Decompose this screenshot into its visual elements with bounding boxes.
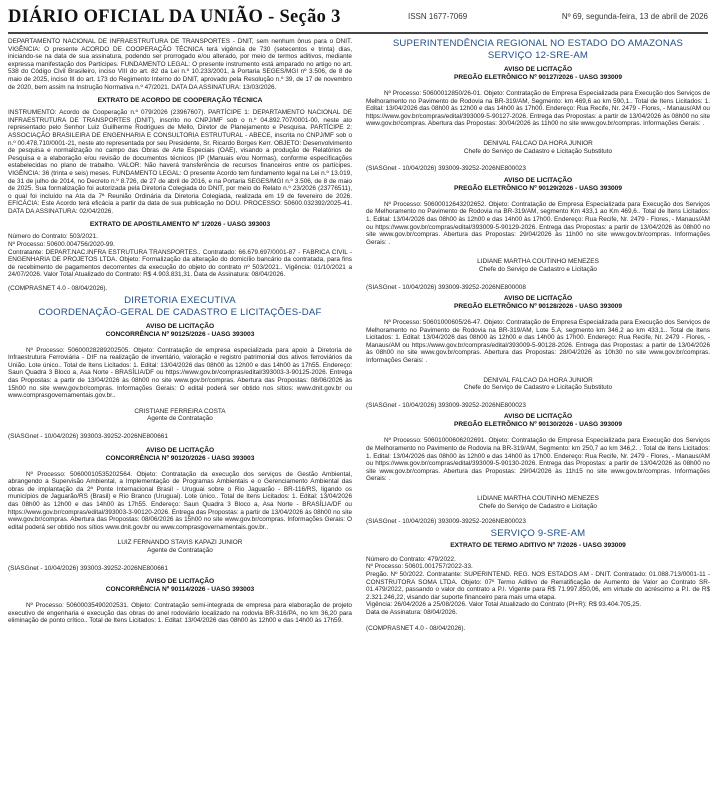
pregao-2-title: AVISO DE LICITAÇÃO <box>503 176 573 184</box>
pregao-4-title: AVISO DE LICITAÇÃO <box>503 413 573 421</box>
apostilamento-footer: (COMPRASNET 4.0 - 08/04/2026). <box>8 285 108 293</box>
pregao-2-subtitle: PREGÃO ELETRÔNICO Nº 90129/2026 - UASG 393009 <box>453 184 623 192</box>
pregao-1-signature-name: DENIVAL FALCAO DA HORA JUNIOR <box>483 139 593 147</box>
pregao-1-siasg: (SIASGnet - 10/04/2026) 393009-39252-2026NE800023 <box>366 165 526 173</box>
pregao-3-signature-role: Chefe do Serviço de Cadastro e Licitação Substituto <box>463 384 613 392</box>
aviso-3-subtitle: CONCORRÊNCIA Nº 90114/2026 - UASG 393003 <box>105 586 255 594</box>
aviso-1-body: Nº Processo: 50600028289202505. Objeto: Contratação de empresa especializada para apoio à Diretoria de Infraestrutura Ferroviária - DIF na realização de inventário, valoração e registro patrimonial dos ativos ferroviários da União. Lote único.. Total de Itens Licitados: 1. Edital: 13/04/2026 das 08h00 às 12h00 e das 14h00 às 17h55. Endereço: Saun Quadra 3 Bloco a, Asa Norte - BRASÍLIA/DF ou https://www.gov.br/compras/edital/393003-3-90125-2026. Entrega das Propostas: a partir de 13/04/2026 às 08h00 no site www.gov.br/compras. Abertura das Propostas: 08/06/2026 às 15h00 no site www.gov.br/compras. Informações Gerais: O edital poderá ser obtido nos sítios: www.dnit.gov.br ou www.comprasgovernamentais.gov.br.. <box>8 346 352 400</box>
coordenacao-heading: COORDENAÇÃO-GERAL DE CADASTRO E LICITAÇÕES-DAF <box>38 306 322 318</box>
aviso-2-signature-role: Agente de Contratação <box>147 546 213 554</box>
termo-aditivo-title: EXTRATO DE TERMO ADITIVO Nº 7/2026 - UASG 393009 <box>450 541 626 549</box>
aviso-2-body: Nº Processo: 50600010535202564. Objeto: Contratação da execução dos serviços de Gestão Ambiental, abrangendo a Supervisão Ambiental, a Implementação de Programas Ambientais e o Gerenciamento Ambiental das obras de implantação da 2ª Ponte Internacional Brasil - Uruguai sobre o Rio Jaguarão - BR-116/RS, ligando os municípios de Jaguarão/RS (Brasil) e Rio Branco (Uruguai). Lote único.. Total de Itens Licitados: 1. Edital: 13/04/2026 das 08h00 às 12h00 e das 14h00 às 17h55. Endereço: Saun Quadra 3 Bloco a, Asa Norte - BRASÍLIA/DF ou https://www.gov.br/compras/edital/393003-3-90120-2026. Entrega das Propostas: a partir de 13/04/2026 às 08h00 no site www.gov.br/compras. Abertura das Propostas: 08/06/2026 às 15h00 no site www.gov.br/compras. Informações Gerais: O edital poderá ser obtido nos sítios www.dnit.gov.br ou www.comprasgovernamentais.gov.br.. <box>8 470 352 531</box>
pregao-1-signature-role: Chefe do Serviço de Cadastro e Licitação Substituto <box>463 147 613 155</box>
pregao-2-signature-role: Chefe do Serviço de Cadastro e Licitação <box>479 265 597 273</box>
pregao-2-body: Nº Processo: 50600012643202652. Objeto: Contratação de Empresa Especializada para Execução dos Serviços de Melhoramento no Pavimento de Rodovia na BR-319/AM, segmento Km 433,1 ao Km 469,6.. Total de Itens Licitados: 1. Edital: 13/04/2026 das 08h00 às 12h00 e das 14h00 às 17h00. Endereço: Rua Recife, Nr. 2479 - Flores, - Manaus/AM ou https://www.gov.br/compras/edital/393009-5-90129-2026. Entrega das Propostas: a partir de 13/04/2026 às 08h00 no site www.gov.br/compras. Abertura das Propostas: 29/04/2026 às 11h00 no site www.gov.br/compras. Informações Gerais: . <box>366 200 710 246</box>
aviso-1-signature-role: Agente de Contratação <box>147 415 213 423</box>
right-column <box>366 38 710 807</box>
diretoria-executiva-heading: DIRETORIA EXECUTIVA <box>124 294 236 306</box>
issn: ISSN 1677-7069 <box>408 12 468 21</box>
pregao-1-body: Nº Processo: 50600012850/26-01. Objeto: Contratação de Empresa Especializada para Execução dos Serviços de Melhoramento no Pavimento de Rodovia na BR-319/AM, Segmento: km 469,6 ao km 590,1.. Total de Itens Licitados: 1. Edital: 13/04/2026 das 08h00 às 12h00 e das 14h00 às 17h00. Endereço: Rua Recife, Nr. 2479 - Flores, - Manaus/AM ou https://www.gov.br/compras/edital/393009-5-90127-2026. Entrega das Propostas: a partir de 13/04/2026 às 08h00 no site www.gov.br/compras. Abertura das Propostas: 30/04/2026 às 11h00 no site www.gov.br/compras. Informações Gerais: . <box>366 90 710 128</box>
pregao-4-signature-role: Chefe do Serviço de Cadastro e Licitação <box>479 502 597 510</box>
superintendencia-heading: SUPERINTENDÊNCIA REGIONAL NO ESTADO DO AMAZONAS <box>392 38 684 49</box>
apostilamento-title: EXTRATO DE APOSTILAMENTO Nº 1/2026 - UASG 393003 <box>89 221 271 229</box>
aviso-2-title: AVISO DE LICITAÇÃO <box>145 446 215 454</box>
pregao-3-title: AVISO DE LICITAÇÃO <box>503 295 573 303</box>
termo-aditivo-footer: (COMPRASNET 4.0 - 08/04/2026). <box>366 624 466 632</box>
aviso-1-title: AVISO DE LICITAÇÃO <box>145 322 215 330</box>
servico-12-heading: SERVIÇO 12-SRE-AM <box>487 50 589 61</box>
gazette-header <box>8 0 708 34</box>
pregao-3-siasg: (SIASGnet - 10/04/2026) 393009-39252-2026NE800023 <box>366 401 526 409</box>
pregao-1-title: AVISO DE LICITAÇÃO <box>503 66 573 73</box>
aviso-1-siasg: (SIASGnet - 10/04/2026) 393003-39252-2026NE800661 <box>8 432 168 440</box>
pregao-3-subtitle: PREGÃO ELETRÔNICO Nº 90128/2026 - UASG 393009 <box>453 303 623 311</box>
left-column <box>8 38 352 807</box>
pregao-4-signature-name: LIDIANE MARTHA COUTINHO MENEZES <box>477 495 599 502</box>
pregao-4-siasg: (SIASGnet - 10/04/2026) 393009-39252-2026NE800023 <box>366 518 526 526</box>
aviso-2-subtitle: CONCORRÊNCIA Nº 90120/2026 - UASG 393003 <box>105 454 255 462</box>
pregao-4-subtitle: PREGÃO ELETRÔNICO Nº 90130/2026 - UASG 393009 <box>453 421 623 429</box>
pregao-1-subtitle: PREGÃO ELETRÔNICO Nº 90127/2026 - UASG 393009 <box>453 74 623 81</box>
pregao-4-body: Nº Processo: 50601000606202691. Objeto: Contratação de Empresa Especializada para Execução dos Serviços de Melhoramento no Pavimento de Rodovia na BR-319/AM, Segmento: km 250,7 ao km 346,2. . Total de Itens Licitados: 1. Edital: 13/04/2026 das 08h00 às 12h00 e das 14h00 às 17h00. Endereço: Rua Recife, Nr. 2479 - Flores, - Manaus/AM ou https://www.gov.br/compras/edital/393009-5-90130-2026. Entrega das Propostas: a partir de 13/04/2026 às 08h00 no site www.gov.br/compras. Abertura das Propostas: 29/04/2026 às 11h15 no site www.gov.br/compras. Informações Gerais: . <box>366 437 710 483</box>
pregao-2-siasg: (SIASGnet - 10/04/2026) 393009-39252-2026NE800008 <box>366 283 526 291</box>
aviso-3-title: AVISO DE LICITAÇÃO <box>145 578 215 586</box>
aviso-3-body: Nº Processo: 50600035490202531. Objeto: Contratação semi-integrada de empresa para elaboração de projeto executivo de engenharia e execução das obras do anel rodoviário localizado na rodovia BR-316/PA, no km 36,20 para eliminação de ponto crítico.. Total de Itens Licitados: 1. Edital: 13/04/2026 das 08h00 às 12h00 e das 14h00 às 17h59. <box>8 602 352 625</box>
gazette-title: DIÁRIO OFICIAL DA UNIÃO - Seção 3 <box>8 7 341 27</box>
aviso-2-siasg: (SIASGnet - 10/04/2026) 393003-39252-2026NE800661 <box>8 564 168 572</box>
aviso-2-signature-name: LUIZ FERNANDO STAVIS KAPAZI JUNIOR <box>117 539 243 547</box>
termo-aditivo-body: Número do Contrato: 479/2022. Nº Processo: 50601.001757/2022-33. Pregão. Nº 50/2022. Contratante: SUPERINTEND. REG. NOS ESTADOS AM - DNIT. Contratado: 01.088.713/0001-11 - CONSTRUTORA SOMA LTDA. Objeto: 07º Termo Aditivo de Rerratificação de Aumento de Valor ao Contrato SR-01.479/2022, passando o valor do contrato a P.I. Vigente para R$ 71.997.850,06, em virtude do acréscimo a P.I. de R$ 2.321.246,22, visando dar suporte financeiro para mais uma etapa. Vigência: 26/04/2026 a 25/08/2026. Valor Total Atualizado do Contrato (PI+R): R$ 93.404.705,25. Data de Assinatura: 08/04/2026. <box>366 555 710 616</box>
apostilamento-body: Número do Contrato: 503/2021. Nº Processo: 50600.004756/2020-99. Contratante: DEPART.NAC.INFRA ESTRUTURA TRANSPORTES.. Contratado: 66.679.697/0001-87 - FABRICA CIVIL - ENGENHARIA DE PROJETOS LTDA. Objeto: Formalização da alteração do domicílio bancário da contratada, para fins de recebimento de pagamentos decorrentes da execução do objeto do contrato nº 503/2021.. Vigência: 01/10/2021 a 24/07/2026. Valor Total Atualizado do Contrato: R$ 4.903.831,31. Data de Assinatura: 08/04/2026. <box>8 233 352 279</box>
aviso-1-signature-name: CRISTIANE FERREIRA COSTA <box>134 407 226 415</box>
servico-9-heading: SERVIÇO 9-SRE-AM <box>490 527 586 539</box>
acordo-body: INSTRUMENTO: Acordo de Cooperação n.º 079/2026 (23967607). PARTÍCIPE 1: DEPARTAMENTO NACIONAL DE INFRAESTRUTURA DE TRANSPORTES (DNIT), inscrito no CNPJ/MF sob o n.º 04.892.707/0001-00, neste ato representado pelo Senhor Luiz Guilherme Rodrigues de Mello, Diretor de Planejamento e Pesquisa. PARTÍCIPE 2: ASSOCIAÇÃO BRASILEIRA DE ENGENHARIA E CONSULTORIA ESTRUTURAL - ABECE, inscrita no CNPJ/MF sob o n.º 00.478.710/0001-21, neste ato representada por seu Presidente, Sr. Ricardo Borges Kerr. OBJETO: Desenvolvimento de pesquisa e normalização no campo das Obras de Arte Especiais (OAE), visando a produção de Relatórios de Pesquisa e a elaboração e/ou revisão de documentos técnicos (IP (Manuais e/ou Normas), conforme especificações estabelecidas no plano de trabalho. VALOR: Não haverá transferência de recursos financeiros entre os partícipes. VIGÊNCIA: 36 (trinta e seis) meses. FUNDAMENTO LEGAL: O presente Acordo tem fundamento legal na Lei n.º 13.019, de 31 de julho de 2014, no Decreto n.º 8.726, de 27 de abril de 2016, e na Portaria SEGES/MGI n.º 3.506, de 8 de maio de 2025. Sua formalização foi autorizada pela Diretoria Colegiada do DNIT, por meio do Relato n.º 23/2026 (23776511), o qual foi incluído na Ata da 7ª Reunião Ordinária da Diretoria Colegiada, realizada em 19 de fevereiro de 2026. EFICÁCIA: Este Acordo terá eficácia a partir da data de sua publicação no DOU. PROCESSO: 50600.032392/2025-41. DATA DA ASSINATURA: 02/04/2026. <box>8 109 352 215</box>
pregao-2-signature-name: LIDIANE MARTHA COUTINHO MENEZES <box>477 258 599 266</box>
aviso-1-subtitle: CONCORRÊNCIA Nº 90125/2026 - UASG 393003 <box>105 330 255 338</box>
intro-paragraph: DEPARTAMENTO NACIONAL DE INFRAESTRUTURA DE TRANSPORTES - DNIT, sem nenhum ônus para o DNIT. VIGÊNCIA: O presente ACORDO DE COOPERAÇÃO TÉCNICA terá vigência de 730 (setecentos e trinta) dias, iniciando-se na data de sua assinatura, podendo ser prorrogado e/ou alterado, por meio de termos aditivos, mediante expressa manifestação dos Partícipes. FUNDAMENTO LEGAL: O presente instrumento está amparado no artigo no art. 538 do Código Civil Brasileiro, inciso VIII do art. 82 da Lei n.º 10.233/2001, à Portaria SEGES/MGI nº 3.506, de 8 de maio de 2025, inciso III do art. 173 do Regimento Interno do DNIT, aprovado pela Resolução n.º 39, de 17 de novembro de 2020, bem assim na Instrução Normativa n.º 47/2021. DATA DA ASSINATURA: 13/03/2026. <box>8 38 352 91</box>
pregao-3-signature-name: DENIVAL FALCAO DA HORA JUNIOR <box>483 376 593 384</box>
acordo-title: EXTRATO DE ACORDO DE COOPERAÇÃO TÉCNICA <box>97 97 263 105</box>
pregao-3-body: Nº Processo: 50601000605/26-47. Objeto: Contratação de Empresa Especializada para Execução dos Serviços de Melhoramento no Pavimento de Rodovia na BR-319/AM, Lote 5.A, segmento km 346,2 ao km 433,1.. Total de Itens Licitados: 1. Edital: 13/04/2026 das 08h00 às 12h00 e das 14h00 às 17h00. Endereço: Rua Recife, Nr. 2479 - Flores, - Manaus/AM ou https://www.gov.br/compras/edital/393009-5-90128-2026. Entrega das Propostas: a partir de 13/04/2026 às 08h00 no site www.gov.br/compras. Abertura das Propostas: 28/04/2026 às 10h30 no site www.gov.br/compras. Informações Gerais: . <box>366 319 710 365</box>
edition-date: Nº 69, segunda-feira, 13 de abril de 2026 <box>561 12 708 21</box>
